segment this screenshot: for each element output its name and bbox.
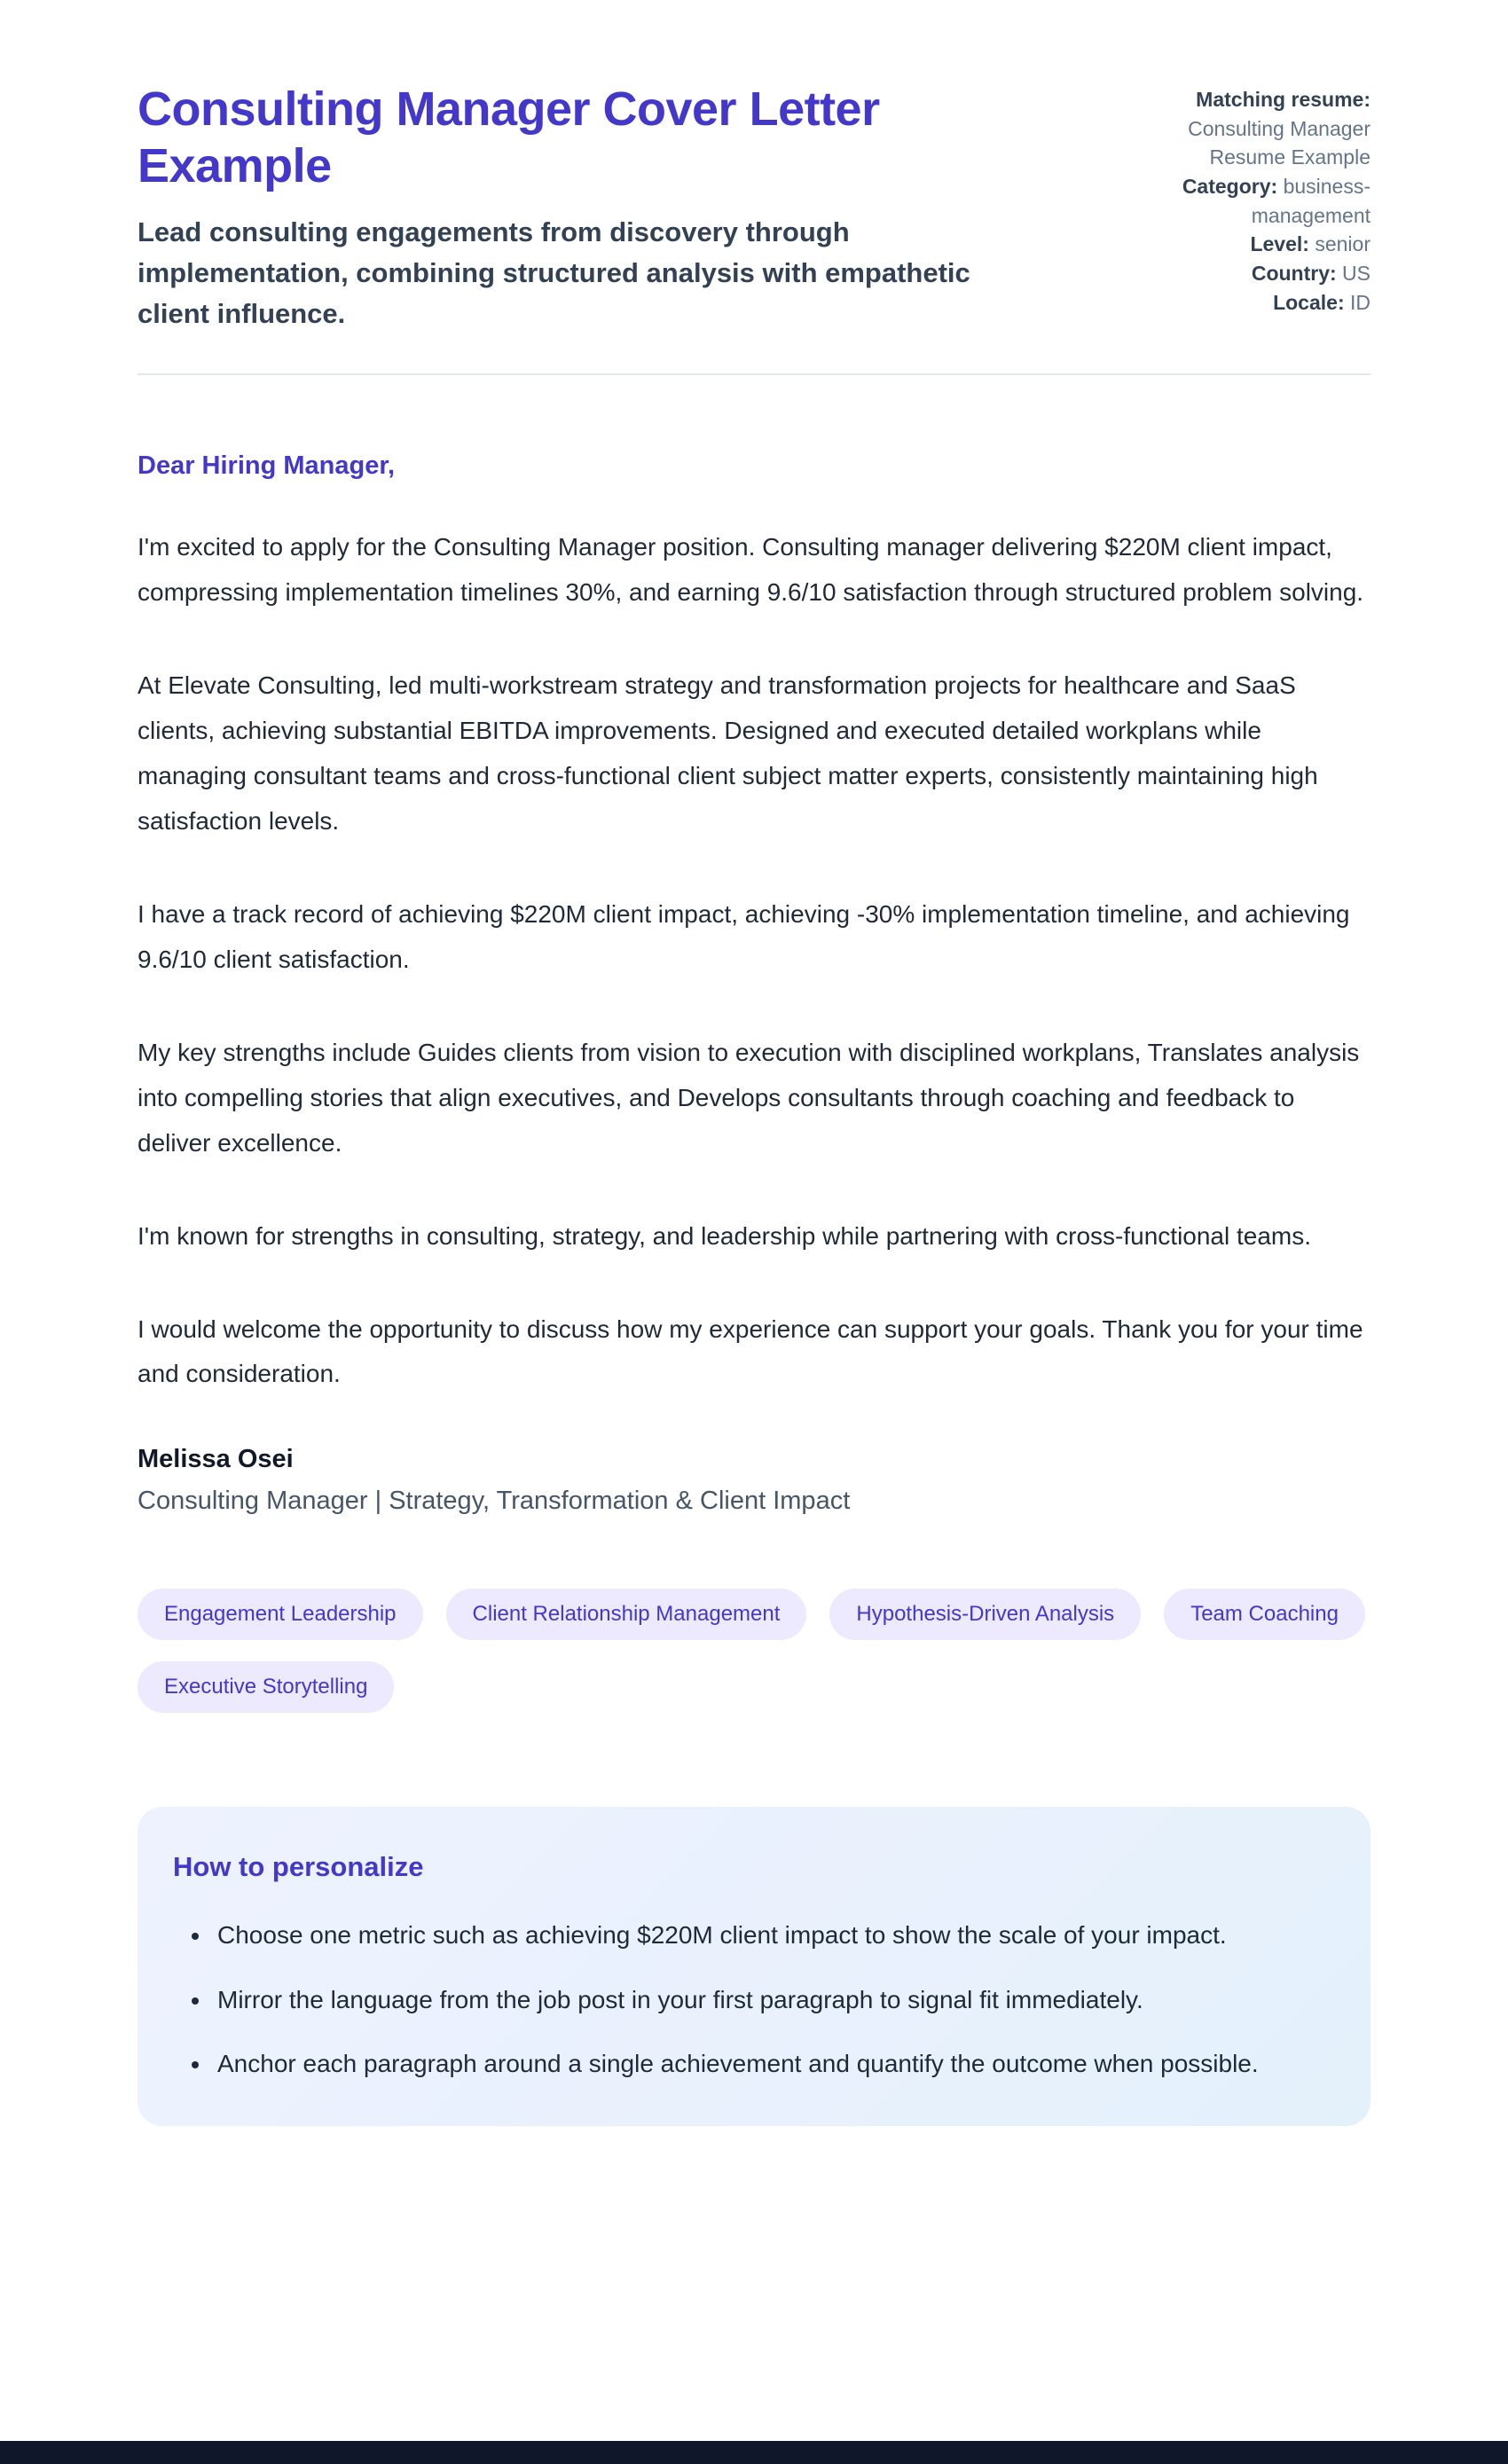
signature-title: Consulting Manager | Strategy, Transformation & Client Impact	[137, 1487, 851, 1516]
callout-bullet: • Anchor each paragraph around a single achievement and quantify the outcome when possible.	[212, 2042, 1321, 2086]
meta-category-label: Category:	[1182, 174, 1278, 198]
header-left	[137, 82, 1078, 334]
meta-locale-value: ID	[1350, 290, 1371, 314]
meta-matching-resume-label: Matching resume:	[1196, 88, 1371, 111]
resume-meta	[1138, 82, 1371, 317]
header-divider	[137, 373, 1371, 375]
skill-tag: Executive Storytelling	[137, 1661, 394, 1713]
page-title: Consulting Manager Cover Letter Example	[137, 82, 880, 192]
meta-locale-label: Locale:	[1273, 290, 1345, 314]
skill-tag: Client Relationship Management	[446, 1589, 807, 1640]
skill-tags	[137, 1589, 1371, 1713]
callout-bullet: • Choose one metric such as achieving $220M client impact to show the scale of your impact.	[212, 1913, 1321, 1958]
skill-tag: Team Coaching	[1164, 1589, 1365, 1640]
meta-level-value: senior	[1315, 232, 1371, 256]
letter-paragraph: My key strengths include Guides clients from vision to execution with disciplined workplans, Translates analysis into compelling stories that align executives, and Develops consultants through coaching and feedback to deliver excellence.	[137, 1038, 1360, 1157]
how-to-personalize-callout	[137, 1807, 1371, 2125]
meta-matching-resume	[1138, 85, 1371, 172]
meta-matching-resume-value: Consulting Manager Resume Example	[1188, 116, 1371, 169]
meta-country	[1138, 259, 1371, 288]
footer-bar	[0, 2441, 1508, 2464]
letter-paragraph: I'm known for strengths in consulting, strategy, and leadership while partnering with cross-functional teams.	[137, 1221, 1312, 1250]
meta-level	[1138, 230, 1371, 259]
skill-tag: Hypothesis-Driven Analysis	[829, 1589, 1141, 1640]
letter-paragraph: I would welcome the opportunity to discuss how my experience can support your goals. Thank you for your time and consideration.	[137, 1314, 1363, 1388]
skill-tag: Engagement Leadership	[137, 1589, 423, 1640]
meta-level-label: Level:	[1250, 232, 1309, 256]
salutation: Dear Hiring Manager,	[137, 451, 396, 481]
letter-paragraph: I'm excited to apply for the Consulting Manager position. Consulting manager delivering $220M client impact, compressing implementation timelines 30%, and earning 9.6/10 satisfaction through structured problem solving.	[137, 533, 1364, 607]
letter-paragraph: I have a track record of achieving $220M client impact, achieving -30% implementation timeline, and achieving 9.6/10 client satisfaction.	[137, 899, 1350, 973]
meta-category	[1138, 172, 1371, 230]
meta-category-value: business-management	[1251, 174, 1371, 227]
callout-title: How to personalize	[173, 1851, 424, 1883]
cover-letter-body	[137, 451, 1371, 1516]
signature-name: Melissa Osei	[137, 1445, 294, 1474]
callout-bullet-list	[173, 1913, 1321, 2086]
meta-country-label: Country:	[1251, 261, 1337, 285]
letter-paragraph: At Elevate Consulting, led multi-workstream strategy and transformation projects for healthcare and SaaS clients, achieving substantial EBITDA improvements. Designed and executed detailed workplans while managing consultant teams and cross-functional client subject matter experts, consistently maintaining high satisfaction levels.	[137, 671, 1318, 835]
header	[137, 82, 1371, 334]
meta-country-value: US	[1342, 261, 1371, 285]
callout-bullet: • Mirror the language from the job post in your first paragraph to signal fit immediately.	[212, 1978, 1321, 2022]
page-subtitle: Lead consulting engagements from discovery through implementation, combining structured analysis with empathetic client influence.	[137, 216, 970, 330]
meta-locale	[1138, 288, 1371, 318]
